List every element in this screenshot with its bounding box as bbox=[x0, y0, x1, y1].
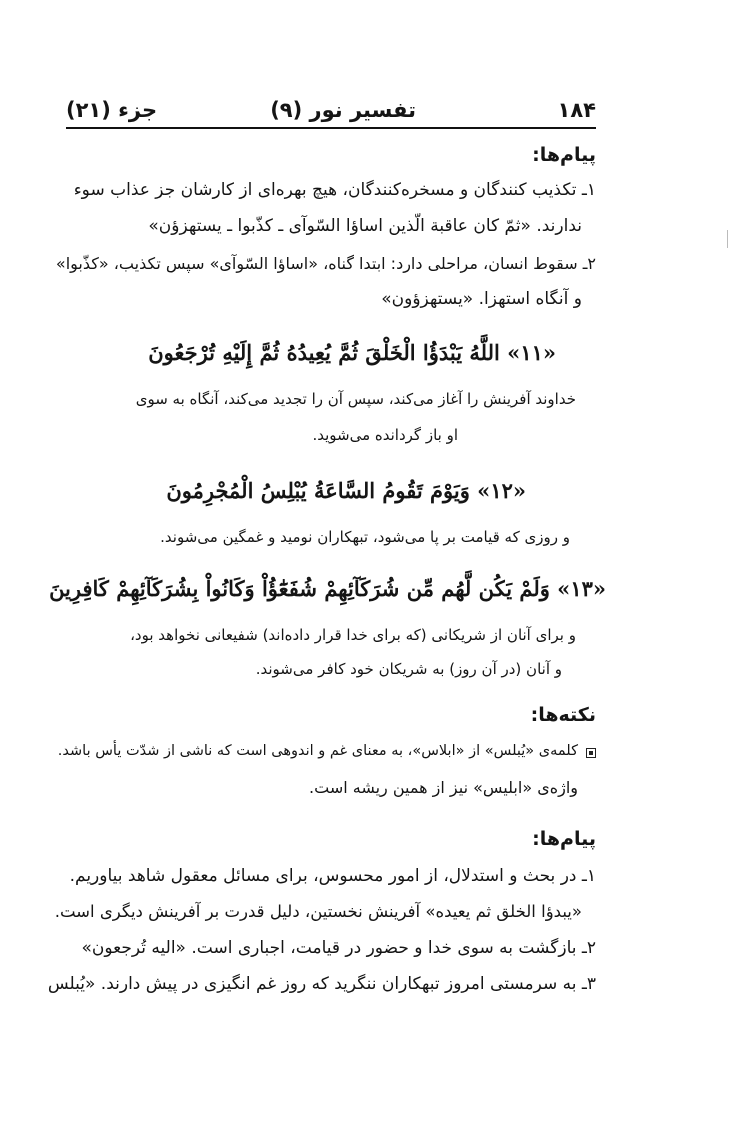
verse-11: «۱۱» اللَّهُ يَبْدَؤُا الْخَلْقَ ثُمَّ يُعِيدُهُ ثُمَّ إِلَيْهِ تُرْجَعُونَ bbox=[148, 340, 556, 365]
page-header bbox=[66, 98, 596, 128]
section-title-messages: پیام‌ها: bbox=[532, 144, 596, 166]
header-rule bbox=[66, 127, 596, 129]
verse-12: «۱۲» وَيَوْمَ تَقُومُ السَّاعَةُ يُبْلِسُ الْمُجْرِمُونَ bbox=[166, 478, 526, 503]
message-line: «یبدؤا الخلق ثم یعیده» آفرینش نخستین، دلیل قدرت بر آفرینش دیگری است. bbox=[54, 902, 582, 921]
message-line: ۳ـ به سرمستی امروز تبهکاران ننگرید که روز غم انگیزی در پیش دارند. «یُبلس bbox=[47, 974, 596, 994]
section-title-notes: نکته‌ها: bbox=[530, 704, 596, 726]
verse-translation: او باز گردانده می‌شوید. bbox=[312, 426, 458, 444]
message-line: ندارند. «ثمّ کان عاقبة الّذین اساؤا السّوآی ـ کذّبوا ـ یستهزؤن» bbox=[148, 216, 582, 236]
note-line: کلمه‌ی «یُبلس» از «ابلاس»، به معنای غم و اندوهی است که ناشی از شدّت یأس باشد. bbox=[57, 743, 578, 759]
message-line: ۱ـ در بحث و استدلال، از امور محسوس، برای مسائل معقول شاهد بیاوریم. bbox=[69, 866, 596, 886]
message-line: ۱ـ تکذیب کنندگان و مسخره‌کنندگان، هیچ بهره‌ای از کارشان جز عذاب سوء bbox=[73, 180, 596, 200]
page-number: ۱۸۴ bbox=[557, 98, 596, 122]
book-title: تفسیر نور (۹) bbox=[270, 98, 416, 122]
message-line: و آنگاه استهزا. «یستهزؤون» bbox=[381, 289, 582, 309]
verse-translation: خداوند آفرینش را آغاز می‌کند، سپس آن را تجدید می‌کند، آنگاه به سوی bbox=[135, 390, 576, 408]
bullet-square-icon bbox=[586, 748, 596, 758]
scan-edge-mark bbox=[723, 230, 728, 248]
verse-translation: و برای آنان از شریکانی (که برای خدا قرار داده‌اند) شفیعانی نخواهد بود، bbox=[130, 626, 576, 644]
section-title-messages: پیام‌ها: bbox=[532, 828, 596, 850]
verse-13: «۱۳» وَلَمْ يَكُن لَّهُم مِّن شُرَكَآئِهِمْ شُفَعَٰٓؤُاْ وَكَانُواْ بِشُرَكَآئِهِمْ كَافِرِينَ bbox=[49, 576, 606, 601]
verse-translation: و روزی که قیامت بر پا می‌شود، تبهکاران نومید و غمگین می‌شوند. bbox=[160, 528, 570, 546]
message-line: ۲ـ بازگشت به سوی خدا و حضور در قیامت، اجباری است. «الیه تُرجعون» bbox=[81, 938, 596, 958]
part-label: جزء (۲۱) bbox=[66, 98, 158, 122]
verse-translation: و آنان (در آن روز) به شریکان خود کافر می‌شوند. bbox=[255, 660, 562, 678]
note-line: واژه‌ی «ابلیس» نیز از همین ریشه است. bbox=[309, 778, 578, 797]
message-line: ۲ـ سقوط انسان، مراحلی دارد: ابتدا گناه، «اساؤا السّوآی» سپس تکذیب، «کذّبوا» bbox=[55, 254, 596, 273]
